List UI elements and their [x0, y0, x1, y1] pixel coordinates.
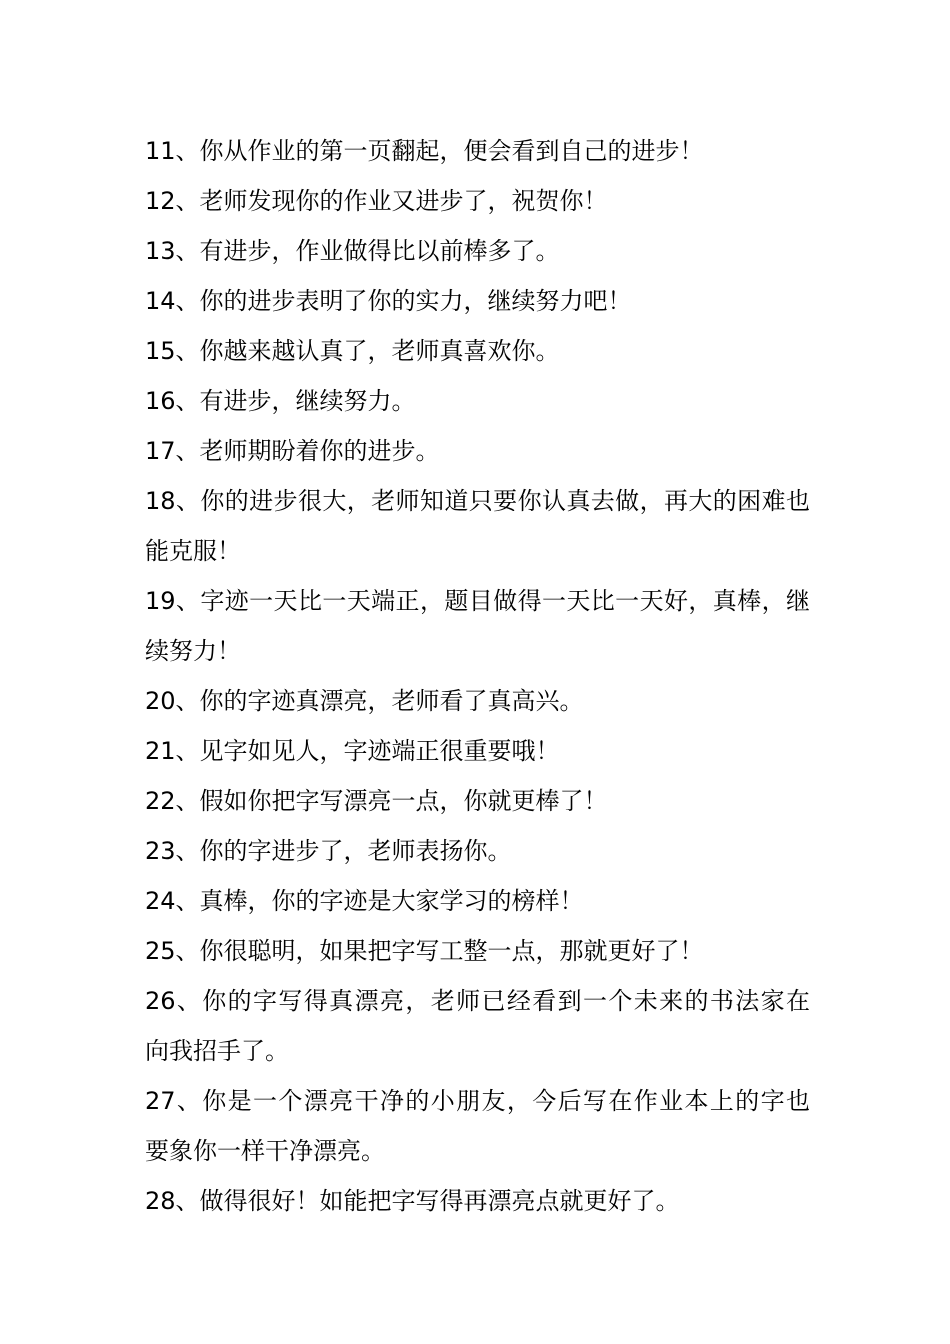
- text-line-25: 25、你很聪明，如果把字写工整一点，那就更好了！: [145, 937, 704, 965]
- text-line-20: 20、你的字迹真漂亮，老师看了真高兴。: [145, 687, 584, 715]
- text-line-19-cont: 续努力！: [145, 637, 241, 665]
- text-line-26-cont: 向我招手了。: [145, 1037, 289, 1065]
- text-line-19: 19、字迹一天比一天端正，题目做得一天比一天好，真棒，继: [145, 587, 810, 615]
- text-line-23: 23、你的字进步了，老师表扬你。: [145, 837, 512, 865]
- text-line-14: 14、你的进步表明了你的实力，继续努力吧！: [145, 287, 632, 315]
- text-line-28: 28、做得很好！如能把字写得再漂亮点就更好了。: [145, 1187, 680, 1215]
- text-line-12: 12、老师发现你的作业又进步了，祝贺你！: [145, 187, 608, 215]
- text-line-24: 24、真棒，你的字迹是大家学习的榜样！: [145, 887, 584, 915]
- text-line-27-cont: 要象你一样干净漂亮。: [145, 1137, 385, 1165]
- text-line-11: 11、你从作业的第一页翻起，便会看到自己的进步！: [145, 137, 704, 165]
- text-line-18-cont: 能克服！: [145, 537, 241, 565]
- text-line-17: 17、老师期盼着你的进步。: [145, 437, 440, 465]
- text-line-13: 13、有进步，作业做得比以前棒多了。: [145, 237, 560, 265]
- text-line-18: 18、你的进步很大，老师知道只要你认真去做，再大的困难也: [145, 487, 810, 515]
- text-line-22: 22、假如你把字写漂亮一点，你就更棒了！: [145, 787, 608, 815]
- text-line-26: 26、你的字写得真漂亮，老师已经看到一个未来的书法家在: [145, 987, 810, 1015]
- text-line-15: 15、你越来越认真了，老师真喜欢你。: [145, 337, 560, 365]
- text-line-21: 21、见字如见人，字迹端正很重要哦！: [145, 737, 560, 765]
- text-line-16: 16、有进步，继续努力。: [145, 387, 416, 415]
- document-page: [145, 126, 810, 1226]
- text-line-27: 27、你是一个漂亮干净的小朋友，今后写在作业本上的字也: [145, 1087, 810, 1115]
